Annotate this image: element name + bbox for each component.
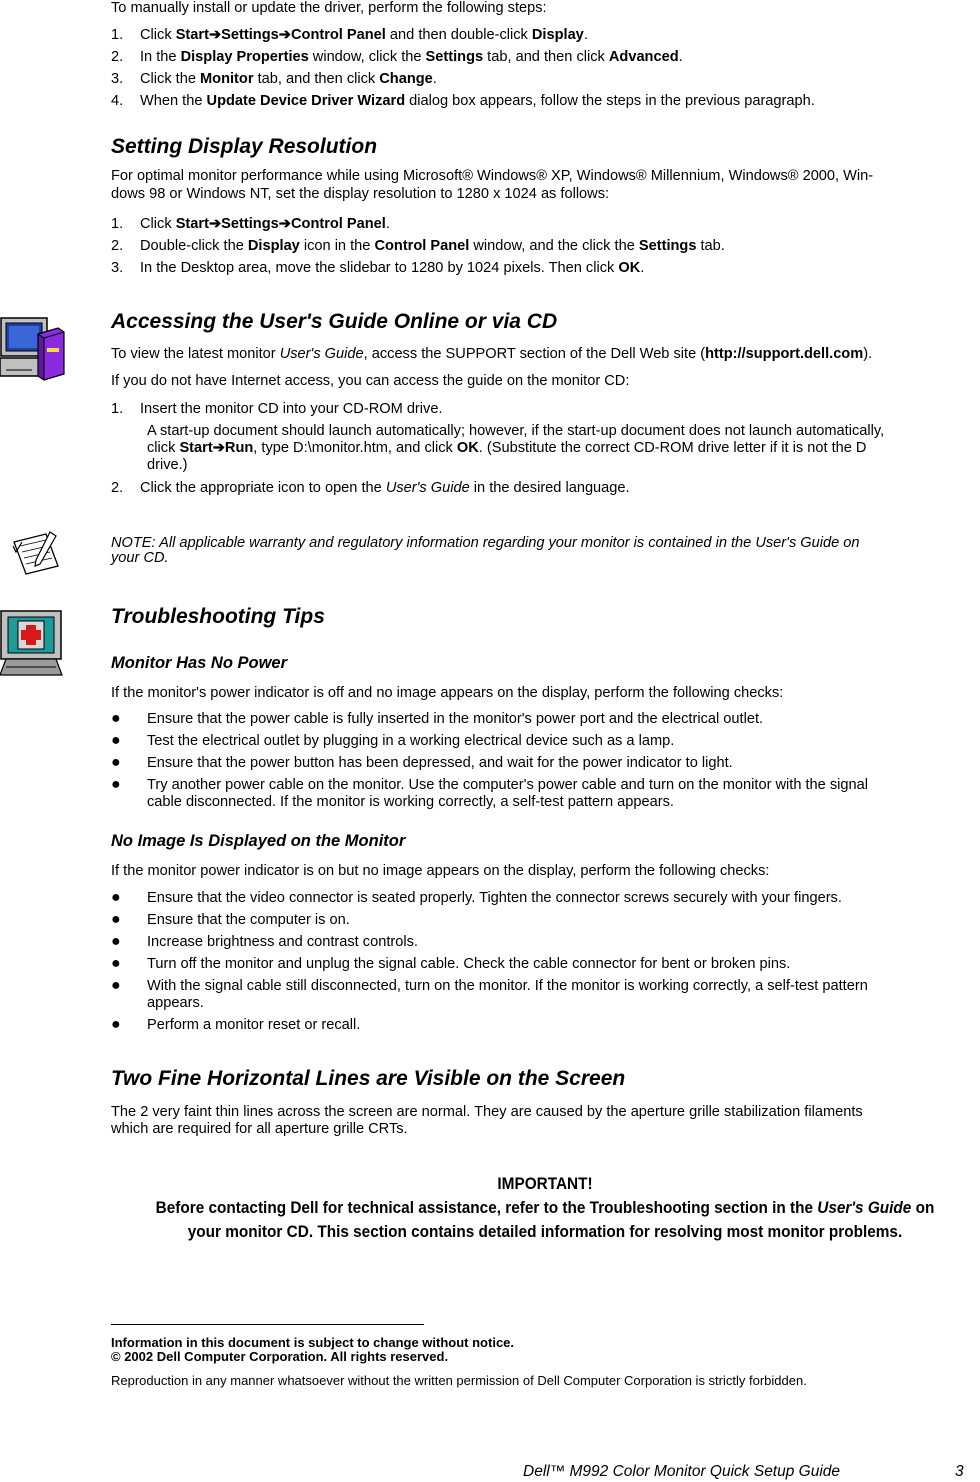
guide-paragraph-2: If you do not have Internet access, you can access the guide on the monitor CD: xyxy=(111,373,630,389)
no-image-intro: If the monitor power indicator is on but no image appears on the display, perform the following checks: xyxy=(111,863,770,879)
horizontal-lines-paragraph-line2: which are required for all aperture grille CRTs. xyxy=(111,1121,408,1137)
resolution-step-2: 2. Double-click the Display icon in the Control Panel window, and the click the Settings tab. xyxy=(111,238,725,254)
note-line2: your CD. xyxy=(111,550,169,566)
footer-reproduction: Reproduction in any manner whatsoever without the written permission of Dell Computer Corporation is strictly forbidden. xyxy=(111,1373,807,1388)
guide-paragraph-1: To view the latest monitor User's Guide, access the SUPPORT section of the Dell Web site (http://support.dell.com). xyxy=(111,346,873,362)
footer-notice-line1: Information in this document is subject to change without notice. xyxy=(111,1335,515,1350)
no-image-heading: No Image Is Displayed on the Monitor xyxy=(111,832,406,850)
intro-step-3: 3. Click the Monitor tab, and then click Change. xyxy=(111,71,437,87)
resolution-paragraph-line1: For optimal monitor performance while using Microsoft® Windows® XP, Windows® Millennium, Windows® 2000, Win- xyxy=(111,168,874,184)
important-line2: your monitor CD. This section contains detailed information for resolving most monitor problems. xyxy=(187,1223,903,1241)
troubleshooting-heading: Troubleshooting Tips xyxy=(111,605,325,628)
resolution-step-1: 1. Click Start➔Settings➔Control Panel. xyxy=(111,216,390,232)
horizontal-lines-heading: Two Fine Horizontal Lines are Visible on the Screen xyxy=(111,1067,626,1090)
footer-copyright: © 2002 Dell Computer Corporation. All rights reserved. xyxy=(111,1349,449,1364)
monitor-first-aid-icon xyxy=(0,609,64,679)
intro-text: To manually install or update the driver, perform the following steps: xyxy=(111,0,547,16)
resolution-step-3: 3. In the Desktop area, move the slidebar to 1280 by 1024 pixels. Then click OK. xyxy=(111,260,645,276)
list-item-continued: appears. xyxy=(147,995,204,1011)
intro-step-1: 1. Click Start➔Settings➔Control Panel and then double-click Display. xyxy=(111,27,588,43)
page-number: 3 xyxy=(955,1463,964,1480)
guide-step-2: 2. Click the appropriate icon to open the User's Guide in the desired language. xyxy=(111,480,630,496)
no-power-heading: Monitor Has No Power xyxy=(111,654,288,672)
resolution-paragraph-line2: dows 98 or Windows NT, set the display resolution to 1280 x 1024 as follows: xyxy=(111,186,610,202)
note-line1: NOTE: All applicable warranty and regulatory information regarding your monitor is contained in the User's Guide on xyxy=(111,535,860,551)
guide-heading: Accessing the User's Guide Online or via CD xyxy=(111,310,558,333)
guide-step-1: 1. Insert the monitor CD into your CD-ROM drive. xyxy=(111,401,443,417)
guide-step-1-detail-line3: drive.) xyxy=(147,457,188,473)
resolution-heading: Setting Display Resolution xyxy=(111,135,378,158)
running-title: Dell™ M992 Color Monitor Quick Setup Guide xyxy=(523,1463,841,1480)
note-pencil-icon xyxy=(10,530,62,578)
intro-step-2: 2. In the Display Properties window, click the Settings tab, and then click Advanced. xyxy=(111,49,683,65)
guide-step-1-detail-line1: A start-up document should launch automatically; however, if the start-up document does not launch automatically, xyxy=(147,423,885,439)
important-title: IMPORTANT! xyxy=(497,1175,593,1193)
list-item-continued: cable disconnected. If the monitor is working correctly, a self-test pattern appears. xyxy=(147,794,674,810)
horizontal-lines-paragraph-line1: The 2 very faint thin lines across the screen are normal. They are caused by the aperture grille stabilization filaments xyxy=(111,1104,863,1120)
footer-divider xyxy=(111,1324,424,1325)
important-line1: Before contacting Dell for technical assistance, refer to the Troubleshooting section in the User's Guide on xyxy=(155,1199,935,1217)
no-power-intro: If the monitor's power indicator is off and no image appears on the display, perform the following checks: xyxy=(111,685,784,701)
computer-book-icon xyxy=(0,314,66,384)
intro-step-4: 4. When the Update Device Driver Wizard dialog box appears, follow the steps in the previous paragraph. xyxy=(111,93,815,109)
guide-step-1-detail-line2: click Start➔Run, type D:\monitor.htm, and click OK. (Substitute the correct CD-ROM drive letter if it is not the D xyxy=(147,440,867,456)
